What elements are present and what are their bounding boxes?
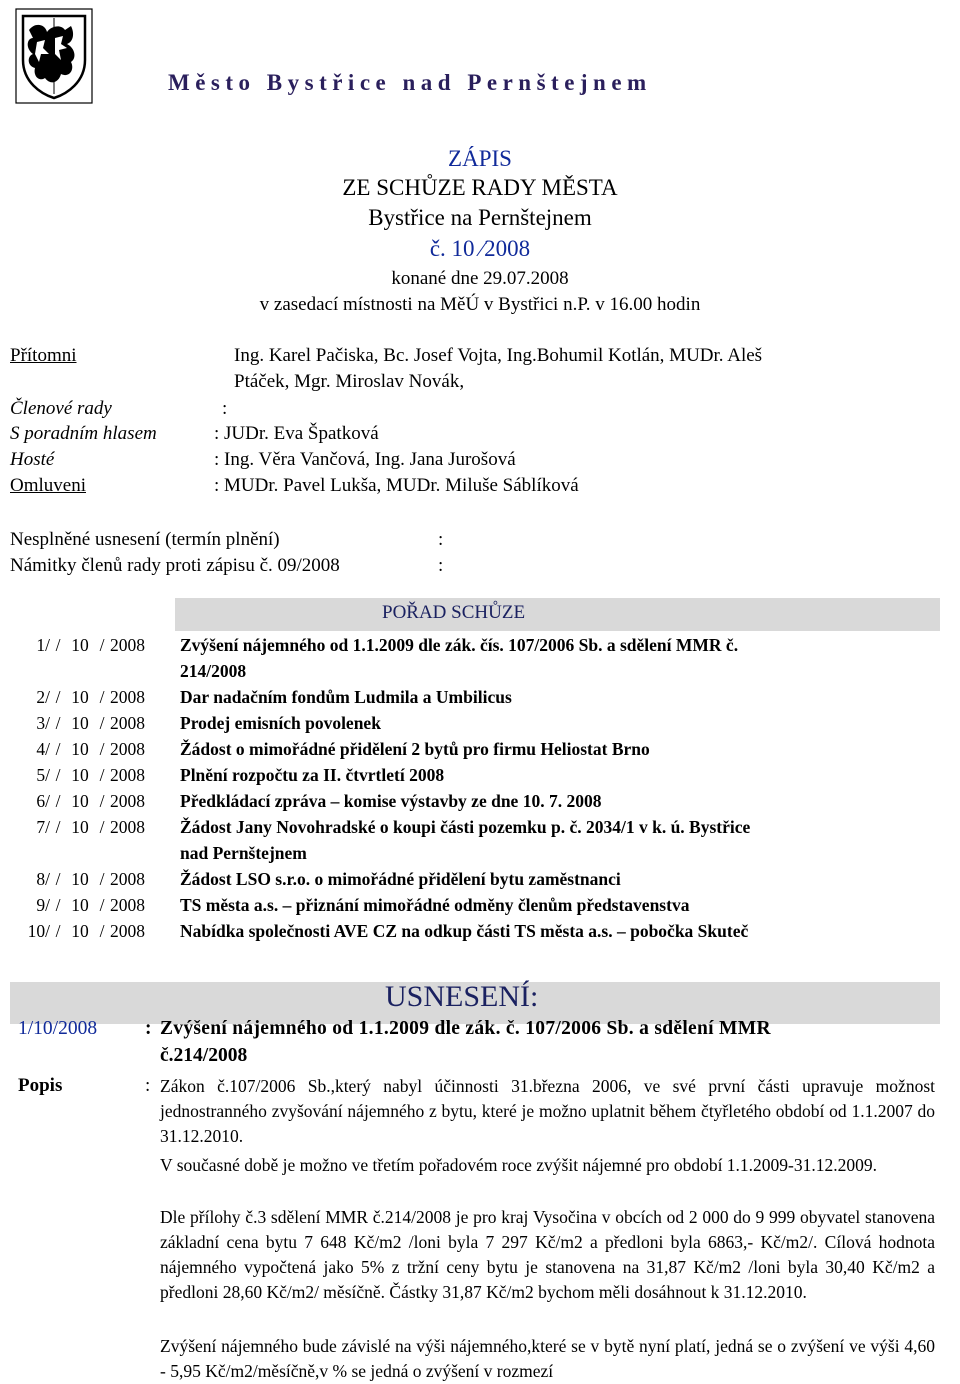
agenda-heading — [175, 598, 940, 631]
agenda-separator: / — [55, 791, 61, 811]
resolution-heading-text: USNESENÍ: — [385, 980, 539, 1013]
agenda-item-number: 8/ — [36, 869, 50, 889]
agenda-row — [10, 918, 945, 944]
agenda-item-title-continuation: nad Pernštejnem — [180, 843, 307, 863]
present-label: Přítomni — [10, 345, 77, 366]
agenda-item-meeting: 10 — [71, 739, 89, 759]
agenda-separator: / — [55, 687, 61, 707]
agenda-separator: / — [55, 765, 61, 785]
agenda-item-year: 2008 — [110, 765, 145, 785]
agenda-item-meeting: 10 — [71, 895, 89, 915]
agenda-item-title-line: Prodej emisních povolenek — [180, 713, 381, 733]
agenda-row — [10, 736, 945, 762]
description-label: Popis — [18, 1075, 63, 1096]
agenda-separator: / — [99, 869, 105, 889]
advisory-value: : JUDr. Eva Špatková — [214, 423, 379, 444]
agenda-separator: / — [99, 921, 105, 941]
unfulfilled-label: Nesplněné usnesení (termín plnění) — [10, 529, 280, 550]
agenda-row — [10, 710, 945, 736]
agenda-separator: / — [55, 739, 61, 759]
agenda-item-number: 3/ — [36, 713, 50, 733]
agenda-table — [10, 632, 945, 944]
doc-title: ZÁPIS — [448, 146, 512, 171]
objections-colon: : — [438, 555, 444, 576]
agenda-item-meeting: 10 — [71, 869, 89, 889]
agenda-item-title — [160, 710, 945, 736]
doc-subtitle: ZE SCHŮZE RADY MĚSTA — [342, 175, 618, 200]
agenda-item-number: 1/ — [36, 635, 50, 655]
agenda-row — [10, 866, 945, 892]
agenda-separator: / — [55, 895, 61, 915]
resolution-colon: : — [145, 1018, 152, 1039]
agenda-item-title — [160, 684, 945, 710]
agenda-separator: / — [99, 739, 105, 759]
advisory-label: S poradním hlasem — [10, 423, 157, 444]
resolution-title-1: Zvýšení nájemného od 1.1.2009 dle zák. č. 107/2006 Sb. a sdělení MMR — [160, 1018, 771, 1039]
excused-value: : MUDr. Pavel Lukša, MUDr. Miluše Sáblíková — [214, 475, 579, 496]
description-paragraph-4: Zvýšení nájemného bude závislé na výši nájemného,které se v bytě nyní platí, jedná se o zvýšení ve výši 4,60 - 5,95 Kč/m2/měsíčně,v % se jedná o zvýšení v rozmezí — [160, 1336, 935, 1381]
meeting-place: v zasedací místnosti na MěÚ v Bystřici n.P. v 16.00 hodin — [259, 294, 701, 315]
agenda-separator: / — [55, 869, 61, 889]
agenda-separator: / — [99, 817, 105, 837]
agenda-separator: / — [99, 895, 105, 915]
town-header: Město Bystřice nad Pernštejnem — [168, 70, 652, 95]
agenda-separator: / — [99, 713, 105, 733]
coat-of-arms-image — [15, 8, 93, 104]
members-value-2: Ptáček, Mgr. Miroslav Novák, — [234, 371, 465, 392]
agenda-row — [10, 788, 945, 814]
agenda-item-title-line: TS města a.s. – přiznání mimořádné odměny členům představenstva — [180, 895, 690, 915]
agenda-item-meeting: 10 — [71, 635, 89, 655]
members-colon: : — [222, 398, 228, 419]
guests-value: : Ing. Věra Vančová, Ing. Jana Jurošová — [214, 449, 516, 470]
agenda-row — [10, 814, 945, 866]
agenda-item-meeting: 10 — [71, 791, 89, 811]
agenda-item-year: 2008 — [110, 635, 145, 655]
agenda-item-number: 5/ — [36, 765, 50, 785]
agenda-item-meeting: 10 — [71, 713, 89, 733]
agenda-item-number: 9/ — [36, 895, 50, 915]
agenda-item-year: 2008 — [110, 791, 145, 811]
agenda-separator: / — [55, 635, 61, 655]
agenda-item-title-line: Žádost LSO s.r.o. o mimořádné přidělení bytu zaměstnanci — [180, 869, 621, 889]
agenda-separator: / — [55, 713, 61, 733]
unfulfilled-colon: : — [438, 529, 444, 550]
agenda-item-title-line: Plnění rozpočtu za II. čtvrtletí 2008 — [180, 765, 445, 785]
agenda-item-title — [160, 788, 945, 814]
agenda-item-title-line: Nabídka společnosti AVE CZ na odkup části TS města a.s. – pobočka Skuteč — [180, 921, 749, 941]
agenda-separator: / — [55, 921, 61, 941]
agenda-item-title-line: Zvýšení nájemného od 1.1.2009 dle zák. čís. 107/2006 Sb. a sdělení MMR č. — [180, 635, 739, 655]
agenda-item-year: 2008 — [110, 817, 145, 837]
agenda-item-title — [160, 632, 945, 684]
agenda-item-title-line: Předkládací zpráva – komise výstavby ze dne 10. 7. 2008 — [180, 791, 602, 811]
agenda-item-year: 2008 — [110, 687, 145, 707]
resolution-title-2: č.214/2008 — [160, 1045, 248, 1066]
agenda-separator: / — [99, 687, 105, 707]
description-colon: : — [145, 1075, 151, 1096]
agenda-item-title — [160, 814, 945, 866]
agenda-row — [10, 684, 945, 710]
agenda-item-title — [160, 892, 945, 918]
doc-number: č. 10 ⁄2008 — [429, 236, 531, 261]
agenda-heading-text: POŘAD SCHŮZE — [382, 602, 526, 623]
agenda-item-number: 10/ — [27, 921, 50, 941]
agenda-item-title — [160, 918, 945, 944]
agenda-item-title — [160, 762, 945, 788]
agenda-row — [10, 762, 945, 788]
agenda-separator: / — [55, 817, 61, 837]
agenda-item-meeting: 10 — [71, 687, 89, 707]
guests-label: Hosté — [10, 449, 55, 470]
agenda-item-meeting: 10 — [71, 765, 89, 785]
agenda-separator: / — [99, 765, 105, 785]
description-paragraph-1: Zákon č.107/2006 Sb.,který nabyl účinnosti 31.března 2006, ve své první části upravuje možnost jednostranného zvyšování nájemného z bytu, které je možno uplatnit během čtyřletého období od 1.1.2007 do 31.12.2010. — [160, 1076, 935, 1146]
agenda-item-number: 7/ — [36, 817, 50, 837]
agenda-item-title — [160, 736, 945, 762]
agenda-item-title-line: Dar nadačním fondům Ludmila a Umbilicus — [180, 687, 512, 707]
agenda-item-year: 2008 — [110, 713, 145, 733]
agenda-item-title-line: Žádost o mimořádné přidělení 2 bytů pro firmu Heliostat Brno — [180, 739, 650, 759]
agenda-item-number: 6/ — [36, 791, 50, 811]
members-value-1: Ing. Karel Pačiska, Bc. Josef Vojta, Ing.Bohumil Kotlán, MUDr. Aleš — [234, 345, 763, 366]
agenda-item-meeting: 10 — [71, 817, 89, 837]
excused-label: Omluveni — [10, 475, 86, 496]
description-paragraph-2: V současné době je možno ve třetím pořadovém roce zvýšit nájemné pro období 1.1.2009-31.12.2009. — [160, 1155, 878, 1175]
objections-label: Námitky členů rady proti zápisu č. 09/2008 — [10, 555, 340, 576]
agenda-item-year: 2008 — [110, 739, 145, 759]
agenda-item-year: 2008 — [110, 895, 145, 915]
doc-town: Bystřice na Pernštejnem — [368, 205, 592, 230]
members-label: Členové rady — [10, 398, 112, 419]
agenda-row — [10, 632, 945, 684]
agenda-item-title-continuation: 214/2008 — [180, 661, 247, 681]
agenda-item-title-line: Žádost Jany Novohradské o koupi části pozemku p. č. 2034/1 v k. ú. Bystřice — [180, 817, 751, 837]
agenda-row — [10, 892, 945, 918]
resolution-number: 1/10/2008 — [18, 1018, 98, 1039]
agenda-item-meeting: 10 — [71, 921, 89, 941]
agenda-item-title — [160, 866, 945, 892]
meeting-date: konané dne 29.07.2008 — [391, 268, 569, 289]
agenda-separator: / — [99, 791, 105, 811]
agenda-item-year: 2008 — [110, 921, 145, 941]
agenda-item-number: 2/ — [36, 687, 50, 707]
agenda-item-number: 4/ — [36, 739, 50, 759]
description-paragraph-3: Dle přílohy č.3 sdělení MMR č.214/2008 je pro kraj Vysočina v obcích od 2 000 do 9 999 obyvatel stanovena základní cena bytu 7 648 Kč/m2 /loni byla 7 297 Kč/m2 a předloni byla 6863,- Kč/m2/. Cílová hodnota nájemného vypočtená jako 5% z tržní ceny bytu je stanovena na 31,87 Kč/m2 /loni byla 30,40 Kč/m2 a předloni 28,60 Kč/m2/ měsíčně. Částky 31,87 Kč/m2 bychom měli dosáhnout k 31.12.2010. — [160, 1207, 935, 1302]
agenda-separator: / — [99, 635, 105, 655]
agenda-item-year: 2008 — [110, 869, 145, 889]
